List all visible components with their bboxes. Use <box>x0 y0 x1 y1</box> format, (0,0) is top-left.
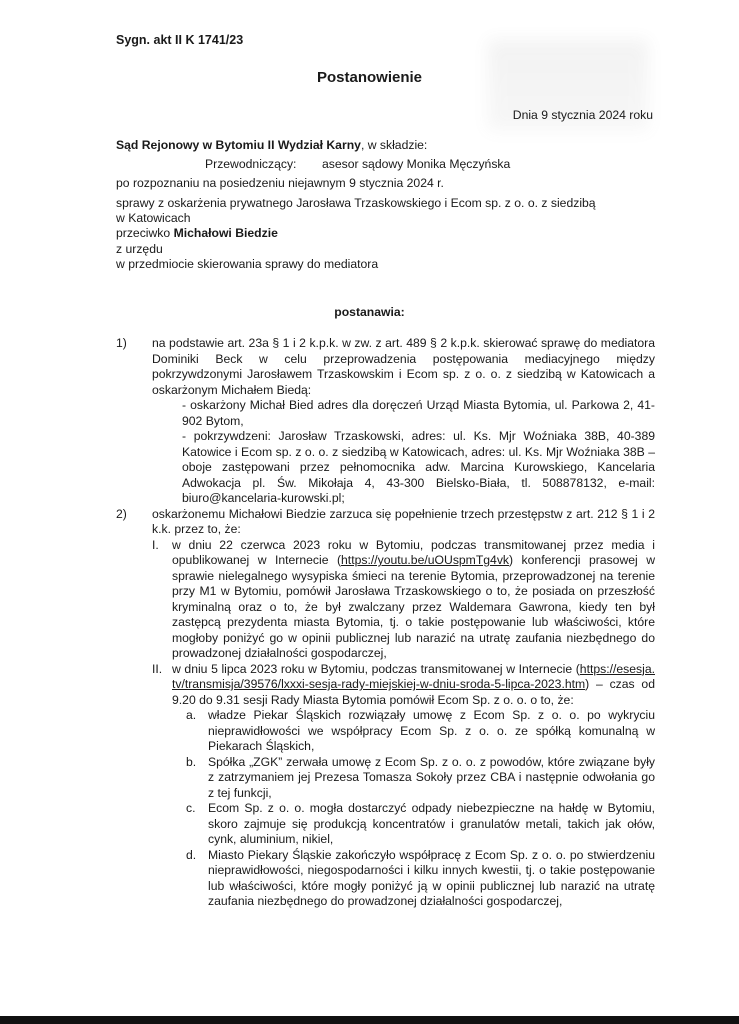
decision-items <box>116 336 655 910</box>
point-d-text: Miasto Piekary Śląskie zakończyło współpracę z Ecom Sp. z o. o. po stwierdzeniu nieprawidłowości, niegospodarności i kilku innych kwestii, tj. o takie postępowanie lub właściwości, które mogły poniżyć ją w opinii publicznej lub narazić na utratę zaufania niezbędnego do prowadzonej działalności gospodarczej, <box>208 847 655 908</box>
defendant-address: - oskarżony Michał Bied adres dla doręczeń Urząd Miasta Bytomia, ul. Parkowa 2, 41-902 Bytom, <box>182 398 655 428</box>
point-d-letter: d. <box>186 847 197 862</box>
subject-line: w przedmiocie skierowania sprawy do mediatora <box>116 257 379 271</box>
charge-II <box>152 662 655 910</box>
charge-II-text <box>172 662 655 709</box>
against-prefix: przeciwko <box>116 226 174 240</box>
charge-I-pre: w dniu 22 czerwca 2023 roku w Bytomiu, podczas transmitowanej przez media i opublikowanej w Internecie ( <box>172 537 655 567</box>
document-date: Dnia 9 stycznia 2024 roku <box>512 108 653 122</box>
point-c <box>186 801 655 848</box>
point-a <box>186 708 655 755</box>
against-line <box>116 226 656 242</box>
court-line <box>116 138 656 154</box>
injured-parties-address: - pokrzywdzeni: Jarosław Trzaskowski, adres: ul. Ks. Mjr Woźniaka 38B, 40-389 Katowice i Ecom sp. z o. o. z siedzibą w Katowicach, adres: ul. Ks. Mjr Woźniaka 38B – oboje zastępowani przez pełnomocnika adw. Marcina Kurowskiego, Kancelaria Adwokacja pl. Św. Mikołaja 4, 43-300 Bielsko-Biała, tl. 508878132, e-mail: biuro@kancelaria-kurowski.pl; <box>182 429 655 505</box>
court-suffix: , w składzie: <box>360 138 428 152</box>
court-name: Sąd Rejonowy w Bytomiu II Wydział Karny <box>116 138 361 152</box>
presiding-label: Przewodniczący: <box>205 157 297 171</box>
item-1-body <box>152 336 655 507</box>
charge-I-number: I. <box>152 537 159 552</box>
charge-I-text <box>172 538 655 662</box>
charge-II-points <box>172 708 655 910</box>
presiding-line <box>205 157 510 173</box>
esesja-link[interactable]: https://esesja.tv/transmisja/39576/lxxxi-sesja-rady-miejskiej-w-dniu-sroda-5-lipca-2023.htm <box>172 661 655 691</box>
point-c-letter: c. <box>186 801 196 815</box>
point-d <box>186 848 655 910</box>
charge-II-post: ) – czas od 9.20 do 9.31 sesji Rady Miasta Bytomia pomówił Ecom Sp. z o. o. o to, że: <box>172 677 655 707</box>
item-2-number: 2) <box>116 506 127 521</box>
charge-II-pre: w dniu 5 lipca 2023 roku w Bytomiu, podczas transmitowanej w Internecie ( <box>172 661 580 676</box>
charge-II-number: II. <box>152 661 163 676</box>
item-1-text: na podstawie art. 23a § 1 i 2 k.p.k. w zw. z art. 489 § 2 k.p.k. skierować sprawę do mediatora Dominiki Beck w celu przeprowadzenia postępowania mediacyjnego między pokrzywdzonymi Jarosławem Trzaskowskim i Ecom sp. z o. o. z siedzibą w Katowicach a oskarżonym Michałem Biedą: <box>152 336 655 397</box>
item-1 <box>116 336 655 507</box>
item-2 <box>116 507 655 910</box>
presiding-value: asesor sądowy Monika Męczyńska <box>322 157 511 171</box>
charge-I <box>152 538 655 662</box>
considered-line: po rozpoznaniu na posiedzeniu niejawnym 9 stycznia 2024 r. <box>116 176 444 190</box>
youtube-link[interactable]: https://youtu.be/uOUspmTg4vk <box>341 553 510 567</box>
defendant-name: Michałowi Biedzie <box>173 226 278 240</box>
charge-II-body <box>172 662 655 910</box>
decides-heading: postanawia: <box>334 305 405 319</box>
document-title: Postanowienie <box>316 69 423 86</box>
point-b-letter: b. <box>186 754 197 769</box>
point-b-text: Spółka „ZGK” zerwała umowę z Ecom Sp. z o. o. z powodów, które związane były z zatrzymaniem jej Prezesa Tomasza Sokoły przez CBA i następnie odwołania go z tej funkcji, <box>208 754 655 800</box>
item-2-text: oskarżonemu Michałowi Biedzie zarzuca się popełnienie trzech przestępstw z art. 212 § 1 i 2 k.k. przez to, że: <box>152 506 655 536</box>
point-a-letter: a. <box>186 708 197 722</box>
scan-bottom-edge <box>0 1016 739 1024</box>
case-line-2: w Katowicach <box>116 211 191 225</box>
charge-I-post: ) konferencji prasowej w sprawie nielegalnego wysypiska śmieci na terenie Bytomia, przeprowadzonej na terenie przy M1 w Bytomiu, pomówił Jarosława Trzaskowskiego o to, że posiada on przeszłość kryminalną oraz o to, że był zwalczany przez Waldemara Gawrona, kiedy ten był zastępcą prezydenta miasta Bytomia, tj. o takie postępowanie lub właściwości, które mogłoby poniżyć go w opinii publicznej lub narazić na utratę zaufania niezbędnego do prowadzonej działalności gospodarczej, <box>172 553 655 660</box>
ex-officio-line: z urzędu <box>116 242 163 256</box>
point-b <box>186 755 655 802</box>
point-c-text: Ecom Sp. z o. o. mogła dostarczyć odpady niebezpieczne na hałdę w Bytomiu, skoro zajmuje się produkcją koncentratów i granulatów metali, takich jak ołów, cynk, aluminium, nikiel, <box>208 801 655 846</box>
item-1-parties <box>152 398 655 507</box>
item-2-body <box>152 507 655 910</box>
case-line-1: sprawy z oskarżenia prywatnego Jarosława Trzaskowskiego i Ecom sp. z o. o. z siedzibą <box>116 196 596 210</box>
case-signature: Sygn. akt II K 1741/23 <box>116 33 244 47</box>
item-1-number: 1) <box>116 336 127 350</box>
point-a-text: władze Piekar Śląskich rozwiązały umowę z Ecom Sp. z o. o. po wykryciu nieprawidłowości we współpracy Ecom Sp. z o. o. ze spółką komunalną w Piekarach Śląskich, <box>208 708 655 753</box>
